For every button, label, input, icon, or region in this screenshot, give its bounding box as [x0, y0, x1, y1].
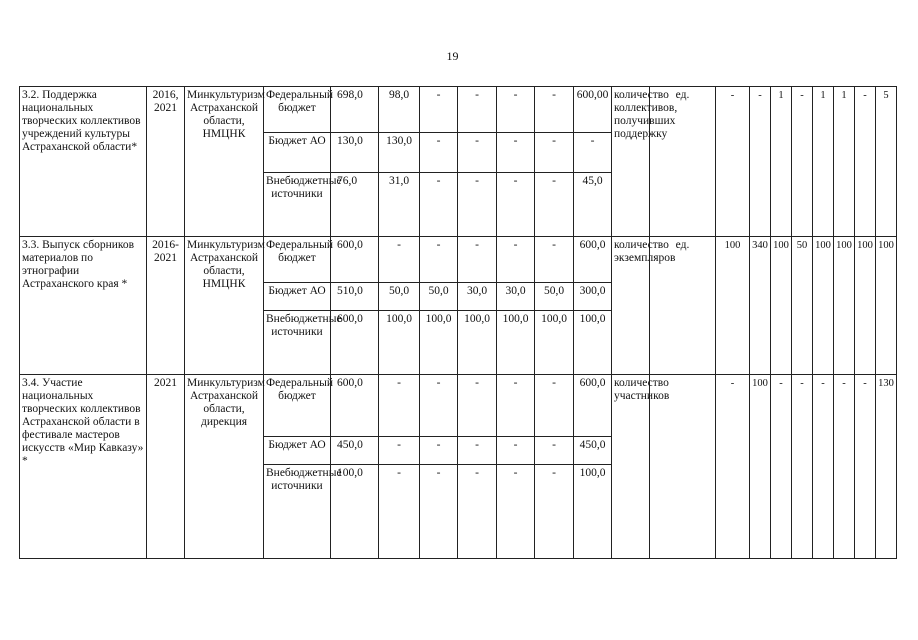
activity-name: 3.4. Участие национальных творческих коллективов Астраханской области в фестивале мастеров искусств «Мир Кавказу» *	[20, 375, 147, 559]
target-value: 130	[876, 375, 897, 559]
funding-year-value: 130,0	[379, 133, 420, 173]
funding-year-value: 50,0	[379, 283, 420, 311]
funding-source: Федеральный бюджет	[264, 237, 331, 283]
target-value: 1	[813, 87, 834, 237]
indicator: количество участников	[612, 375, 650, 559]
funding-total: 76,0	[331, 173, 379, 237]
funding-year-value: -	[458, 437, 497, 465]
indicator: количество экземпляров	[612, 237, 650, 375]
funding-year-value: 600,00	[574, 87, 612, 133]
funding-year-value: -	[535, 87, 574, 133]
target-value: -	[771, 375, 792, 559]
funding-year-value: -	[535, 237, 574, 283]
activity-name: 3.3. Выпуск сборников материалов по этнографии Астраханского края *	[20, 237, 147, 375]
target-value: -	[750, 87, 771, 237]
funding-total: 510,0	[331, 283, 379, 311]
funding-year-value: 100,0	[420, 311, 458, 375]
target-value: 50	[792, 237, 813, 375]
funding-year-value: -	[535, 133, 574, 173]
executor: Минкультуризм Астраханской области, НМЦНК	[185, 237, 264, 375]
funding-total: 100,0	[331, 465, 379, 559]
funding-year-value: -	[497, 237, 535, 283]
funding-year-value: -	[420, 87, 458, 133]
funding-year-value: 100,0	[458, 311, 497, 375]
funding-year-value: -	[379, 375, 420, 437]
funding-year-value: 300,0	[574, 283, 612, 311]
executor: Минкультуризм Астраханской области, НМЦНК	[185, 87, 264, 237]
target-value: 100	[771, 237, 792, 375]
funding-year-value: -	[420, 237, 458, 283]
funding-year-value: -	[458, 87, 497, 133]
funding-year-value: -	[420, 375, 458, 437]
funding-year-value: 600,0	[574, 375, 612, 437]
funding-year-value: -	[497, 375, 535, 437]
target-value: 100	[876, 237, 897, 375]
years: 2016-2021	[147, 237, 185, 375]
funding-year-value: 450,0	[574, 437, 612, 465]
target-value: -	[716, 87, 750, 237]
funding-source: Бюджет АО	[264, 133, 331, 173]
funding-total: 130,0	[331, 133, 379, 173]
funding-year-value: -	[458, 237, 497, 283]
unit	[650, 375, 716, 559]
funding-total: 698,0	[331, 87, 379, 133]
funding-year-value: -	[497, 87, 535, 133]
funding-year-value: -	[574, 133, 612, 173]
funding-year-value: 50,0	[535, 283, 574, 311]
target-value: 5	[876, 87, 897, 237]
target-value: 100	[750, 375, 771, 559]
funding-year-value: -	[535, 465, 574, 559]
funding-total: 600,0	[331, 311, 379, 375]
table-row	[20, 87, 918, 133]
funding-year-value: -	[535, 375, 574, 437]
funding-year-value: 100,0	[574, 311, 612, 375]
funding-year-value: -	[379, 465, 420, 559]
target-value: 1	[771, 87, 792, 237]
funding-year-value: 600,0	[574, 237, 612, 283]
funding-year-value: -	[420, 173, 458, 237]
indicator: количество коллективов, получивших поддержку	[612, 87, 650, 237]
program-table	[19, 86, 918, 559]
page-number: 19	[446, 49, 459, 63]
funding-source: Внебюджетные источники	[264, 311, 331, 375]
funding-year-value: 50,0	[420, 283, 458, 311]
target-value: 100	[813, 237, 834, 375]
funding-year-value: -	[420, 465, 458, 559]
unit: ед.	[650, 87, 716, 237]
table-row	[20, 375, 918, 437]
funding-year-value: 30,0	[497, 283, 535, 311]
funding-year-value: 45,0	[574, 173, 612, 237]
funding-year-value: -	[497, 173, 535, 237]
funding-year-value: -	[379, 237, 420, 283]
funding-year-value: 100,0	[574, 465, 612, 559]
target-value: -	[834, 375, 855, 559]
funding-year-value: 31,0	[379, 173, 420, 237]
funding-total: 600,0	[331, 375, 379, 437]
target-value: -	[855, 87, 876, 237]
unit: ед.	[650, 237, 716, 375]
funding-year-value: -	[535, 437, 574, 465]
table-row	[20, 237, 918, 283]
target-value: 1	[834, 87, 855, 237]
executor: Минкультуризм Астраханской области, дирекция	[185, 375, 264, 559]
target-value: -	[792, 375, 813, 559]
funding-year-value: -	[458, 133, 497, 173]
funding-year-value: -	[420, 437, 458, 465]
funding-source: Бюджет АО	[264, 283, 331, 311]
funding-source: Внебюджетные источники	[264, 173, 331, 237]
funding-year-value: -	[458, 465, 497, 559]
target-value: -	[855, 375, 876, 559]
funding-year-value: -	[379, 437, 420, 465]
funding-source: Внебюджетные источники	[264, 465, 331, 559]
funding-year-value: -	[420, 133, 458, 173]
funding-year-value: -	[497, 465, 535, 559]
funding-source: Бюджет АО	[264, 437, 331, 465]
funding-year-value: -	[535, 173, 574, 237]
target-value: 100	[855, 237, 876, 375]
funding-year-value: -	[497, 437, 535, 465]
funding-source: Федеральный бюджет	[264, 87, 331, 133]
funding-year-value: -	[497, 133, 535, 173]
funding-year-value: -	[458, 173, 497, 237]
target-value: 340	[750, 237, 771, 375]
activity-name: 3.2. Поддержка национальных творческих коллективов учреждений культуры Астраханской области*	[20, 87, 147, 237]
years: 2016, 2021	[147, 87, 185, 237]
target-value: -	[813, 375, 834, 559]
funding-year-value: 98,0	[379, 87, 420, 133]
funding-source: Федеральный бюджет	[264, 375, 331, 437]
funding-year-value: 100,0	[535, 311, 574, 375]
target-value: -	[716, 375, 750, 559]
target-value: -	[792, 87, 813, 237]
funding-year-value: -	[458, 375, 497, 437]
target-value: 100	[834, 237, 855, 375]
funding-total: 600,0	[331, 237, 379, 283]
target-value: 100	[716, 237, 750, 375]
funding-year-value: 30,0	[458, 283, 497, 311]
funding-year-value: 100,0	[379, 311, 420, 375]
funding-total: 450,0	[331, 437, 379, 465]
years: 2021	[147, 375, 185, 559]
funding-year-value: 100,0	[497, 311, 535, 375]
